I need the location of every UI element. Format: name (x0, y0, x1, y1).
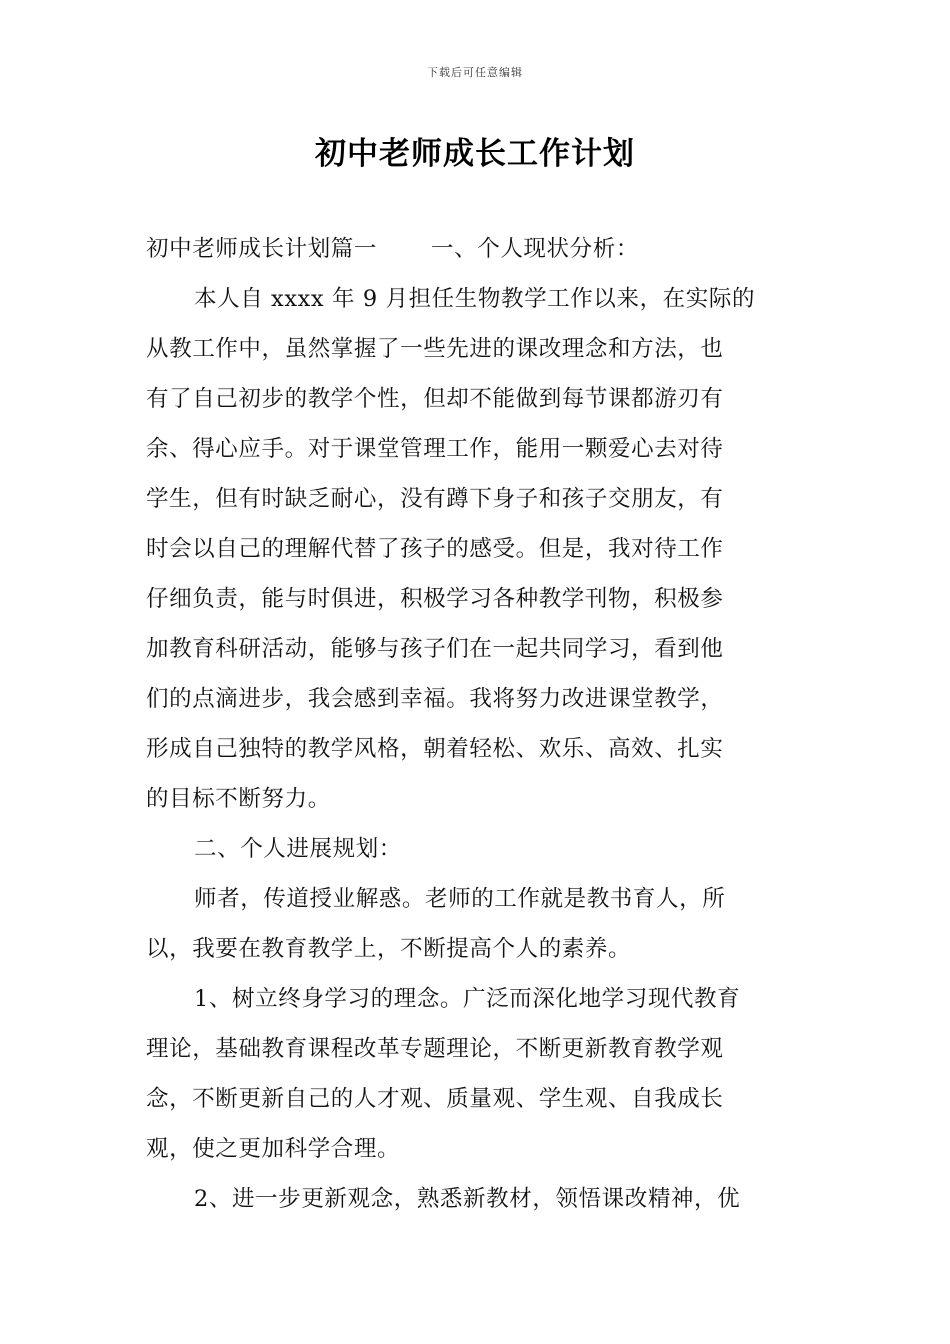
text-line: 形成自己独特的教学风格，朝着轻松、欢乐、高效、扎实 (146, 736, 724, 762)
text-line: 2、进一步更新观念，熟悉新教材，领悟课改精神，优 (194, 1186, 741, 1212)
text-line: 1、树立终身学习的理念。广泛而深化地学习现代教育 (194, 986, 741, 1012)
document-title: 初中老师成长工作计划 (315, 136, 635, 172)
header-note: 下载后可任意编辑 (427, 66, 523, 79)
text-line: 本人自 xxxx 年 9 月担任生物教学工作以来，在实际的 (194, 286, 756, 312)
section-heading-left: 初中老师成长计划篇一 (146, 236, 378, 262)
text-line: 二、个人进展规划： (194, 836, 402, 862)
text-line: 仔细负责，能与时俱进，积极学习各种教学刊物，积极参 (146, 586, 724, 612)
text-line: 时会以自己的理解代替了孩子的感受。但是，我对待工作 (146, 536, 724, 562)
text-line: 们的点滴进步，我会感到幸福。我将努力改进课堂教学， (146, 686, 724, 712)
paragraph-lines (146, 274, 812, 1224)
text-line: 有了自己初步的教学个性，但却不能做到每节课都游刃有 (146, 386, 724, 412)
text-line: 观，使之更加科学合理。 (146, 1136, 401, 1162)
section-heading-right: 一、个人现状分析： (431, 236, 639, 262)
document-body (146, 224, 812, 1224)
first-line (146, 224, 812, 274)
text-line: 的目标不断努力。 (146, 786, 331, 812)
text-line: 学生，但有时缺乏耐心，没有蹲下身子和孩子交朋友，有 (146, 486, 724, 512)
text-line: 余、得心应手。对于课堂管理工作，能用一颗爱心去对待 (146, 436, 724, 462)
text-line: 从教工作中，虽然掌握了一些先进的课改理念和方法，也 (146, 336, 724, 362)
text-line: 以，我要在教育教学上，不断提高个人的素养。 (146, 936, 632, 962)
text-line: 加教育科研活动，能够与孩子们在一起共同学习，看到他 (146, 636, 724, 662)
text-line: 念，不断更新自己的人才观、质量观、学生观、自我成长 (146, 1086, 724, 1112)
text-line: 师者，传道授业解惑。老师的工作就是教书育人，所 (194, 886, 726, 912)
text-line: 理论，基础教育课程改革专题理论，不断更新教育教学观 (146, 1036, 724, 1062)
